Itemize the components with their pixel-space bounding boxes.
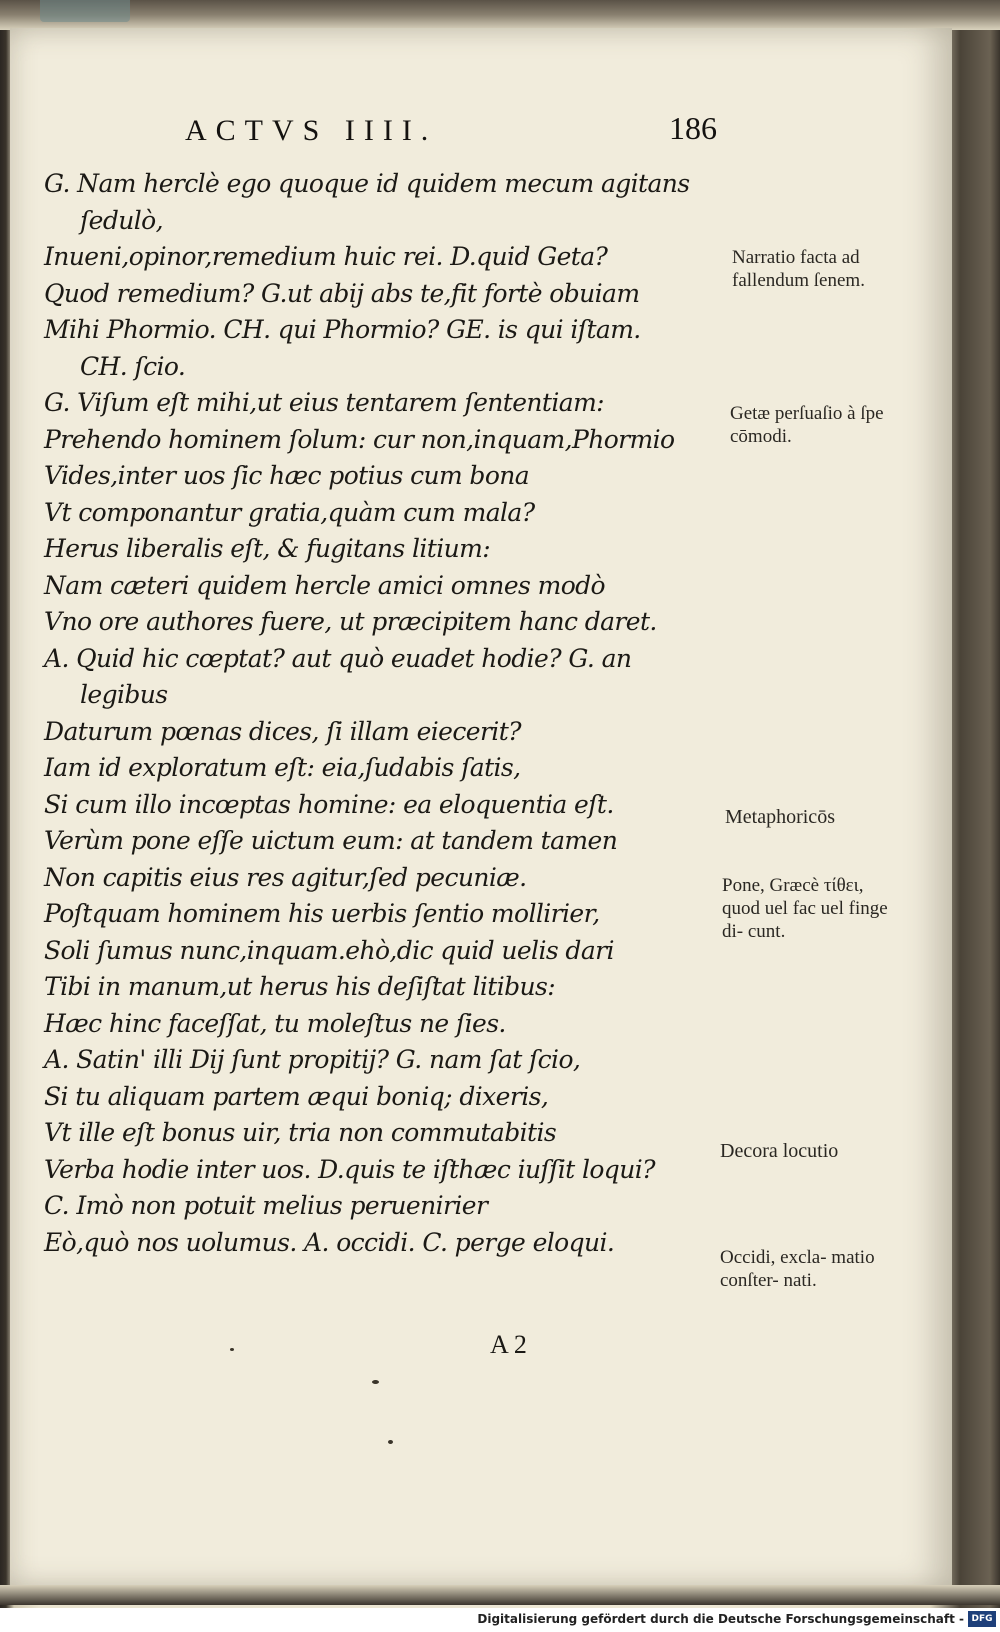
text-line: Tibi in manum,ut herus his deſiſtat litibus: <box>44 972 556 1001</box>
text-line: G. Viſum eſt mihi,ut eius tentarem ſententiam: <box>44 388 604 417</box>
text-line: Iam id exploratum eſt: eia,ſudabis ſatis, <box>44 753 521 782</box>
main-text <box>44 166 724 1261</box>
margin-note: Decora locutio <box>720 1140 839 1162</box>
text-line: Vt componantur gratia,quàm cum mala? <box>44 497 535 527</box>
scanner-tab <box>40 0 130 22</box>
margin-note: Metaphoricōs <box>725 806 835 828</box>
ink-speck <box>388 1440 393 1444</box>
ink-speck <box>230 1348 234 1351</box>
page-top-edge <box>0 0 1000 30</box>
text-line: Verba hodie inter uos. D.quis te iſthæc iuſſit loqui? <box>44 1154 655 1184</box>
text-line: Mihi Phormio. CH. qui Phormio? GE. is qui iſtam. <box>44 315 641 344</box>
text-line: Quod remedium? G.ut abij abs te,fit fortè obuiam <box>44 278 640 308</box>
margin-note: Pone, Græcè τίθει, quod uel fac uel finge di- cunt. <box>722 875 888 942</box>
text-line: Verùm pone eſſe uictum eum: at tandem tamen <box>44 826 618 855</box>
text-line: G. Nam herclè ego quoque id quidem mecum agitans <box>44 169 690 198</box>
text-line: Hæc hinc faceſſat, tu moleſtus ne ſies. <box>44 1008 506 1038</box>
text-line: Si tu aliquam partem æqui boniq; dixeris, <box>44 1081 549 1111</box>
text-line: Vides,inter uos ſic hæc potius cum bona <box>44 461 530 490</box>
text-line: Eò,quò nos uolumus. A. occidi. C. perge eloqui. <box>44 1227 615 1257</box>
text-line: Nam cæteri quidem hercle amici omnes modò <box>44 570 605 600</box>
running-head: ACTVS IIII. <box>185 114 438 147</box>
text-line: Inueni,opinor,remedium huic rei. D.quid Geta? <box>44 242 608 271</box>
text-line: Prehendo hominem ſolum: cur non,inquam,Phormio <box>44 424 675 454</box>
text-line: A. Quid hic cœptat? aut quò euadet hodie? G. an <box>44 643 632 673</box>
signature-mark: A 2 <box>490 1330 527 1359</box>
margin-note: Getæ perſuaſio à ſpe cōmodi. <box>730 403 884 447</box>
text-line: Non capitis eius res agitur,ſed pecuniæ. <box>44 862 527 892</box>
text-line: Soli ſumus nunc,inquam.ehò,dic quid uelis dari <box>44 935 614 965</box>
page-number: 186 <box>669 110 717 146</box>
text-line: Poſtquam hominem his uerbis ſentio mollirier, <box>44 899 600 928</box>
text-line: legibus <box>80 680 168 709</box>
dfg-logo: DFG <box>968 1611 996 1627</box>
margin-note: Occidi, excla- matio conſter- nati. <box>720 1247 875 1291</box>
page-bottom-edge <box>0 1585 1000 1605</box>
text-line: A. Satin' illi Dij ſunt propitij? G. nam ſat ſcio, <box>44 1045 581 1074</box>
text-line: Vt ille eſt bonus uir, tria non commutabitis <box>44 1118 557 1147</box>
text-line: ſedulò, <box>80 205 163 235</box>
page-header <box>185 110 725 150</box>
text-line: Si cum illo incœptas homine: ea eloquentia eſt. <box>44 789 614 819</box>
text-line: CH. ſcio. <box>80 351 186 381</box>
text-line: C. Imò non potuit melius peruenirier <box>44 1191 488 1220</box>
text-line: Vno ore authores fuere, ut præcipitem hanc daret. <box>44 607 657 636</box>
ink-speck <box>372 1380 379 1384</box>
text-line: Daturum pœnas dices, ſi illam eiecerit? <box>44 716 521 746</box>
margin-note: Narratio facta ad fallendum ſenem. <box>732 247 865 291</box>
text-line: Herus liberalis eſt, & fugitans litium: <box>44 534 491 563</box>
digitization-credit: Digitalisierung gefördert durch die Deutsche Forschungsgemeinschaft - <box>477 1612 964 1626</box>
